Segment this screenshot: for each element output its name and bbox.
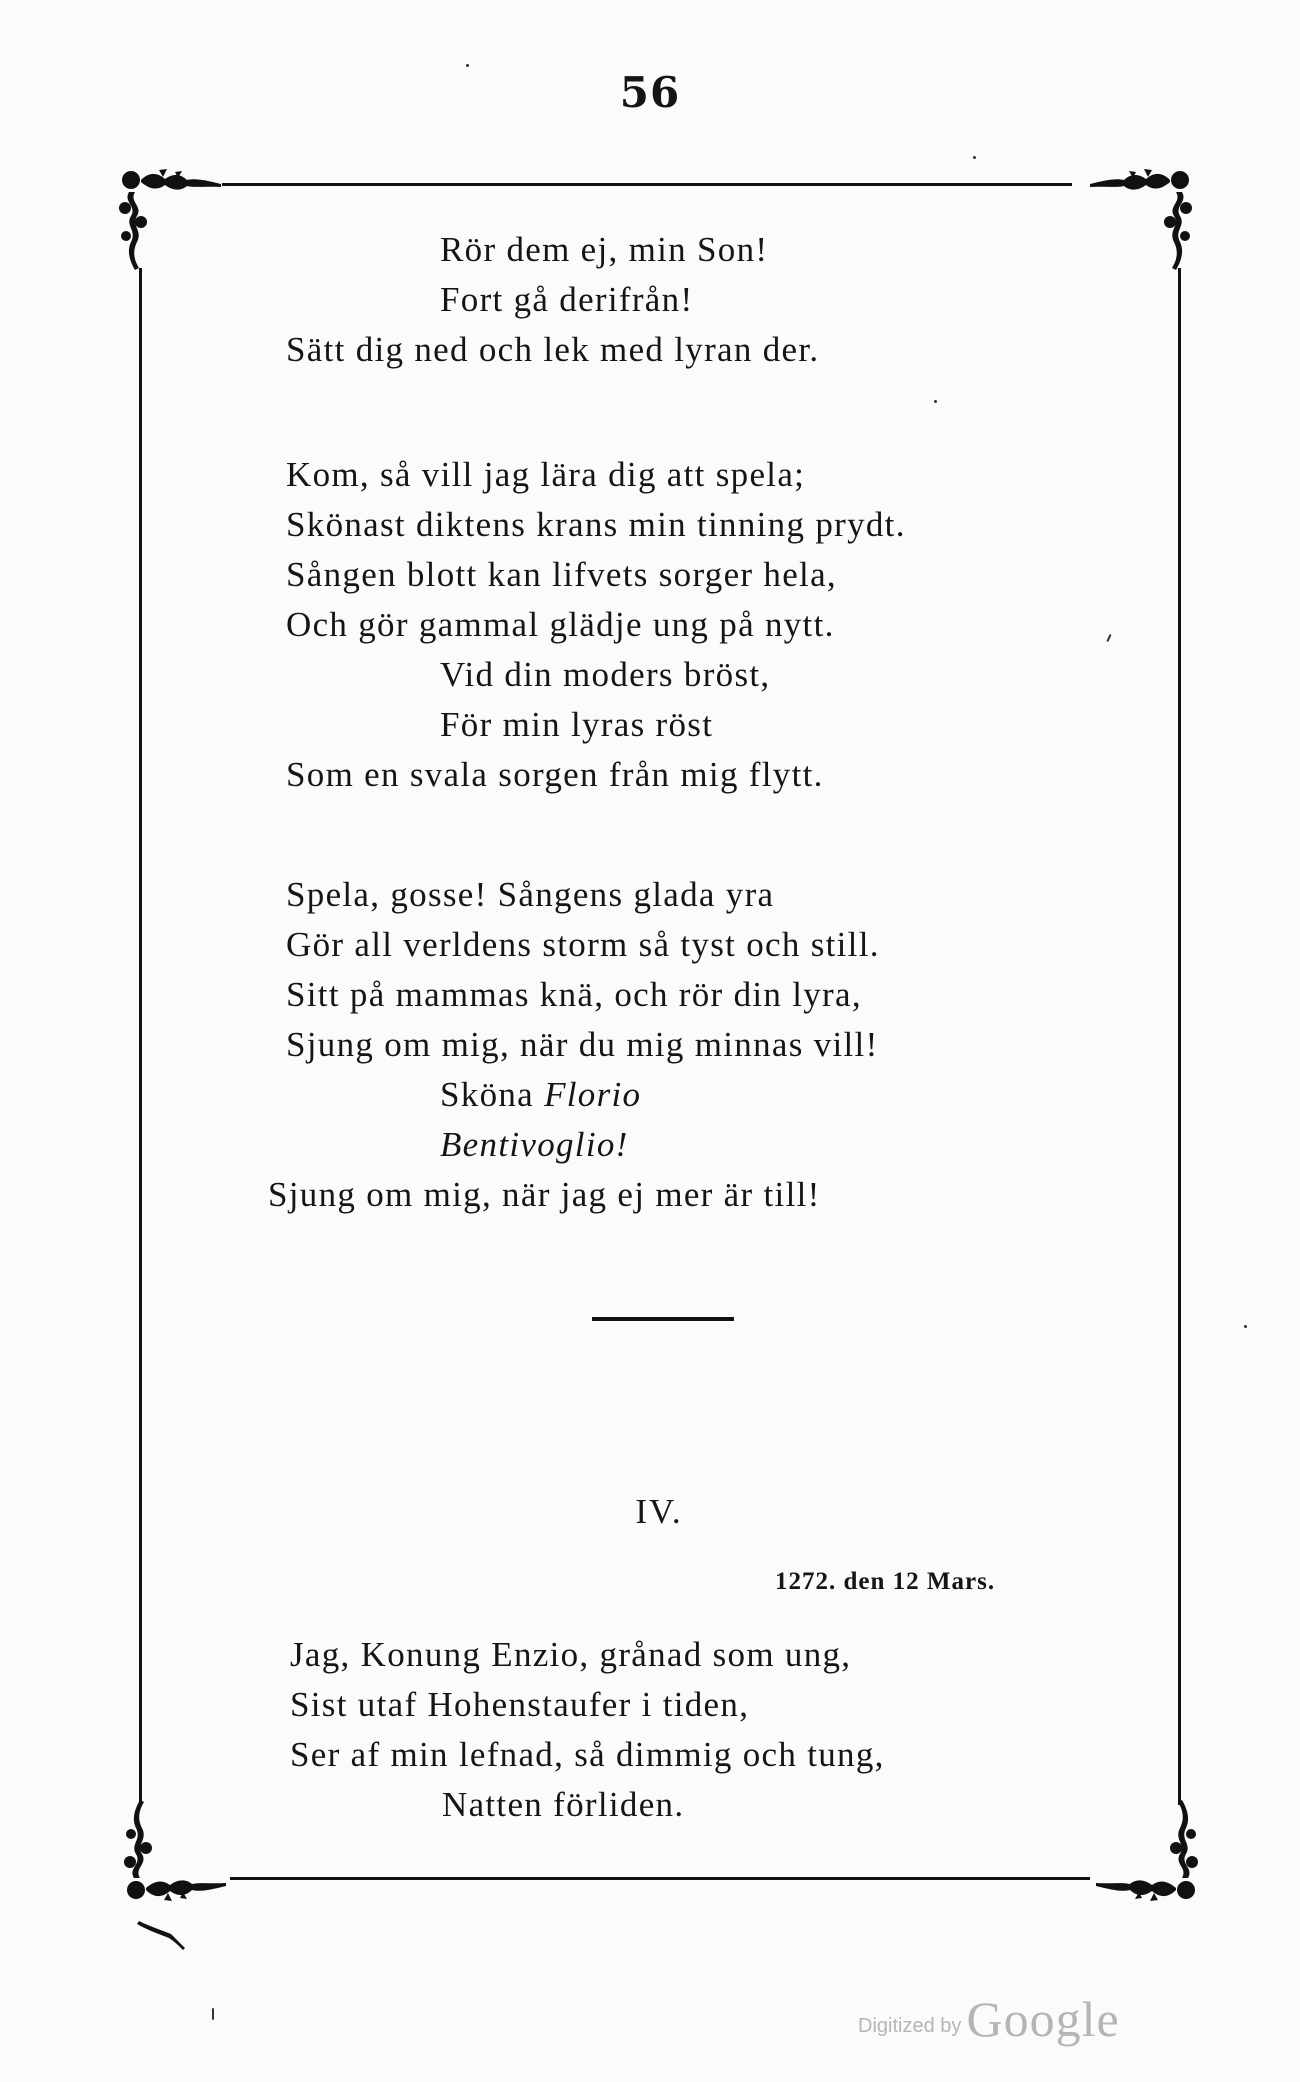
poem-line: Spela, gosse! Sångens glada yra [286, 875, 775, 914]
corner-ornament-top-left-icon [115, 160, 225, 275]
page-number: 56 [619, 68, 681, 117]
poem-line: Natten förliden. [442, 1785, 685, 1824]
poem-line: Sången blott kan lifvets sorger hela, [286, 555, 837, 594]
poem-line: Gör all verldens storm så tyst och still. [286, 925, 880, 964]
corner-ornament-bottom-right-icon [1092, 1795, 1202, 1910]
ink-speck [973, 156, 976, 159]
digitization-watermark [858, 1990, 1120, 2048]
poem-line: Ser af min lefnad, så dimmig och tung, [290, 1735, 885, 1774]
corner-ornament-top-right-icon [1086, 160, 1196, 275]
ink-speck [466, 64, 469, 67]
italic-name: Bentivoglio! [440, 1125, 629, 1164]
frame-bottom-rule [230, 1877, 1090, 1880]
google-logo: Google [966, 1991, 1120, 2047]
poem-line-text: Sköna [440, 1075, 545, 1114]
poem-line: Och gör gammal glädje ung på nytt. [286, 605, 835, 644]
poem-line: Som en svala sorgen från mig flytt. [286, 755, 824, 794]
frame-top-rule [222, 183, 1072, 186]
ink-speck [1106, 634, 1111, 642]
section-heading: IV. [635, 1492, 683, 1531]
poem-line: Vid din moders bröst, [440, 655, 771, 694]
dateline: 1272. den 12 Mars. [775, 1568, 996, 1595]
ink-speck [212, 2008, 214, 2020]
ink-speck [934, 400, 937, 403]
frame-left-rule [139, 268, 142, 1805]
watermark-prefix: Digitized by [858, 2015, 962, 2037]
poem-line: Sätt dig ned och lek med lyran der. [286, 330, 820, 369]
corner-ornament-bottom-left-icon [120, 1795, 230, 1910]
ink-speck [1244, 1325, 1247, 1328]
ink-mark-icon [135, 1920, 190, 1952]
poem-line: Rör dem ej, min Son! [440, 230, 769, 269]
poem-line-with-italic-name [440, 1077, 641, 1112]
italic-name: Florio [544, 1075, 642, 1114]
poem-line: Fort gå derifrån! [440, 280, 694, 319]
frame-right-rule [1178, 268, 1181, 1805]
poem-line: Sjung om mig, när du mig minnas vill! [286, 1025, 879, 1064]
poem-line: Jag, Konung Enzio, grånad som ung, [290, 1635, 852, 1674]
poem-line: Sjung om mig, när jag ej mer är till! [268, 1175, 821, 1214]
poem-line: Sitt på mammas knä, och rör din lyra, [286, 975, 862, 1014]
poem-line: Kom, så vill jag lära dig att spela; [286, 455, 806, 494]
poem-line: Skönast diktens krans min tinning prydt. [286, 505, 906, 544]
section-divider [592, 1317, 734, 1321]
poem-line: För min lyras röst [440, 705, 714, 744]
poem-line: Sist utaf Hohenstaufer i tiden, [290, 1685, 750, 1724]
